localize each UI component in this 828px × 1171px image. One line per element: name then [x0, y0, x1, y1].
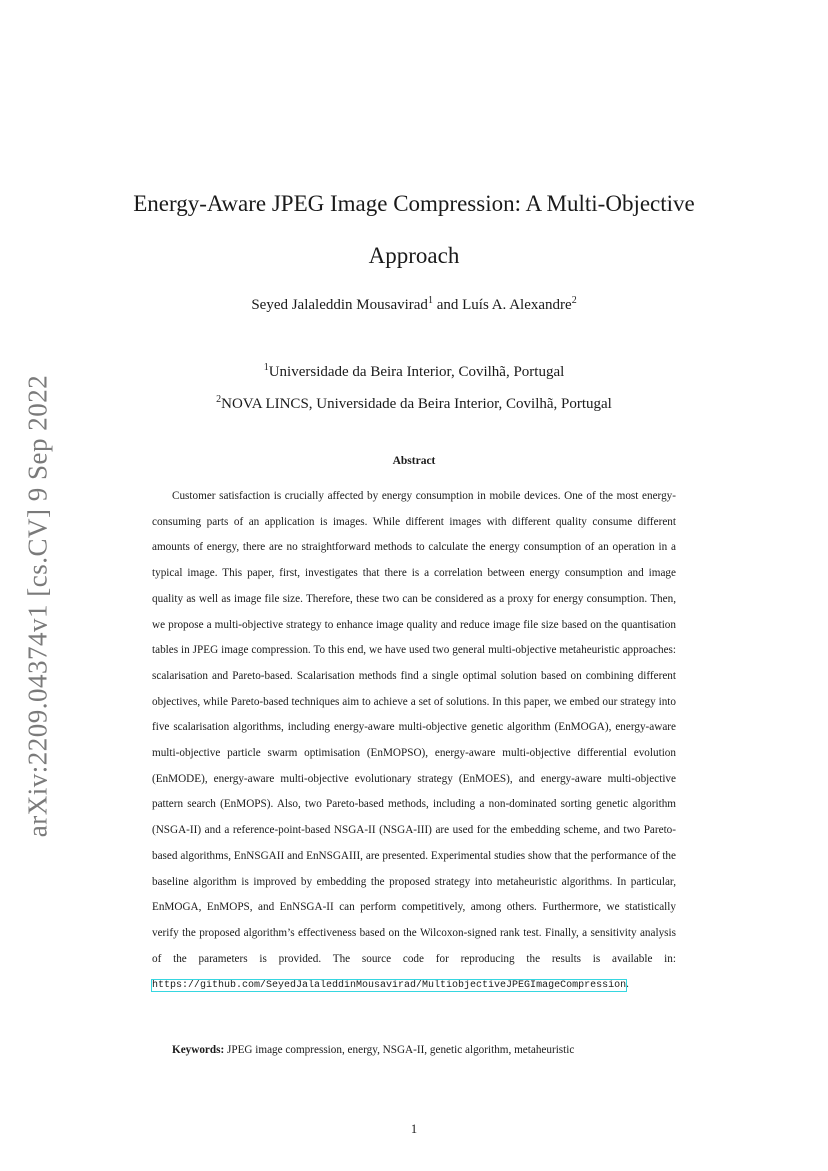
abstract-paragraph	[152, 484, 676, 999]
abstract-text: Customer satisfaction is crucially affected by energy consumption in mobile devices. One of the most energy-consuming parts of an application is images. While different images with different quality consume different amounts of energy, there are no straightforward methods to calculate the energy consumption of an operation in a typical image. This paper, first, investigates that there is a correlation between energy consumption and image quality as well as image file size. Therefore, these two can be considered as a proxy for energy consumption. Then, we propose a multi-objective strategy to enhance image quality and reduce image file size based on the quantisation tables in JPEG image compression. To this end, we have used two general multi-objective metaheuristic approaches: scalarisation and Pareto-based. Scalarisation methods find a single optimal solution based on combining different objectives, while Pareto-based techniques aim to achieve a set of solutions. In this paper, we embed our strategy into five scalarisation algorithms, including energy-aware multi-objective genetic algorithm (EnMOGA), energy-aware multi-objective particle swarm optimisation (EnMOPSO), energy-aware multi-objective differential evolution (EnMODE), energy-aware multi-objective evolutionary strategy (EnMOES), and energy-aware multi-objective pattern search (EnMOPS). Also, two Pareto-based methods, including a non-dominated sorting genetic algorithm (NSGA-II) and a reference-point-based NSGA-II (NSGA-III) are used for the embedding scheme, and two Pareto-based algorithms, EnNSGAII and EnNSGAIII, are presented. Experimental studies show that the performance of the baseline algorithm is improved by embedding the proposed strategy into metaheuristic algorithms. In particular, EnMOGA, EnMOPS, and EnNSGA-II can perform competitively, among others. Furthermore, we statistically verify the proposed algorithm’s effectiveness based on the Wilcoxon-signed rank test. Finally, a sensitivity analysis of the parameters is provided. The source code for reproducing the results is available in:	[152, 490, 676, 965]
abstract-end-punctuation: .	[626, 978, 629, 991]
author-name: Luís A. Alexandre	[462, 297, 572, 313]
source-code-link[interactable]: https://github.com/SeyedJalaleddinMousavirad/MultiobjectiveJPEGImageCompression	[152, 980, 627, 992]
author-separator: and	[432, 297, 463, 313]
author-name: Seyed Jalaleddin Mousavirad	[251, 297, 428, 313]
keywords-text: JPEG image compression, energy, NSGA-II, genetic algorithm, metaheuristic	[224, 1044, 575, 1056]
paper-title	[0, 178, 828, 282]
abstract-heading: Abstract	[392, 455, 436, 467]
paper-title-line-1: Energy-Aware JPEG Image Compression: A Multi-Objective	[133, 191, 695, 216]
paper-title-line-2: Approach	[368, 243, 460, 268]
affiliation-marker: 1	[427, 295, 433, 306]
affiliation-text: NOVA LINCS, Universidade da Beira Interior, Covilhã, Portugal	[221, 396, 612, 412]
affiliation-line	[0, 364, 828, 381]
page-number: 1	[410, 1122, 418, 1136]
affiliation-marker: 2	[571, 295, 577, 306]
affiliation-marker: 2	[216, 394, 222, 405]
keywords-label: Keywords:	[172, 1044, 225, 1056]
affiliation-marker: 1	[263, 362, 269, 373]
keywords-line	[152, 1044, 676, 1056]
affiliation-text: Universidade da Beira Interior, Covilhã, Portugal	[268, 364, 565, 380]
affiliation-line	[0, 396, 828, 413]
arxiv-identifier-stamp: arXiv:2209.04374v1 [cs.CV] 9 Sep 2022	[22, 374, 53, 838]
author-list	[0, 297, 828, 314]
abstract-body	[152, 484, 676, 999]
